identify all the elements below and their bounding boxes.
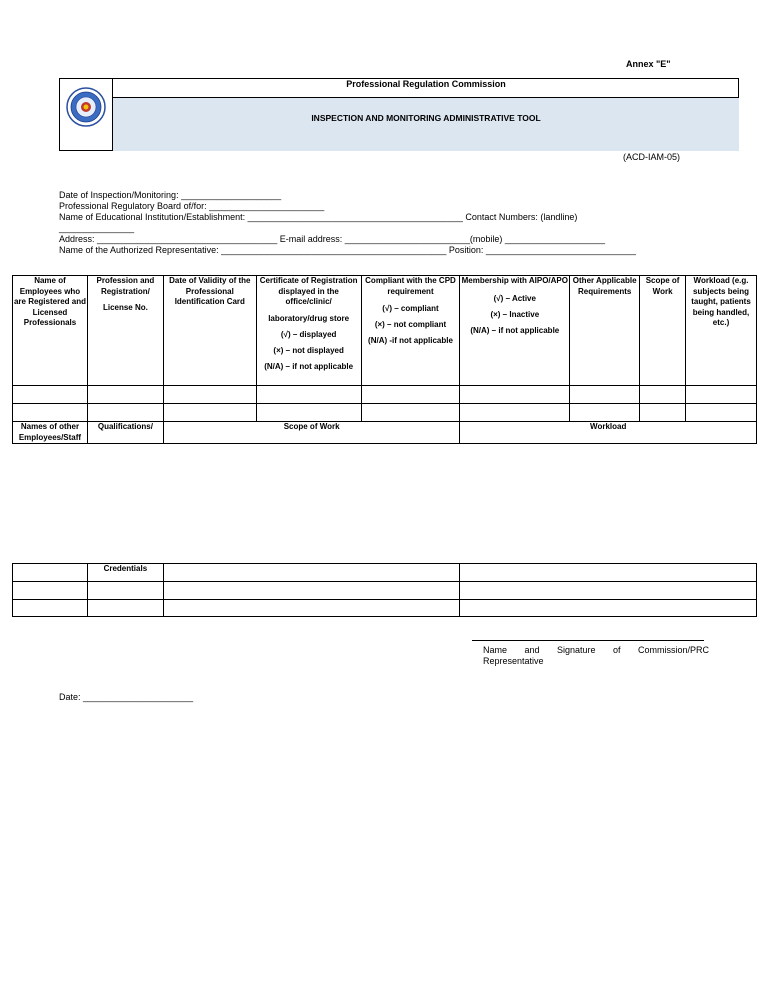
field-date-inspection[interactable]: Date of Inspection/Monitoring: ____________________ (59, 190, 282, 200)
form-title: INSPECTION AND MONITORING ADMINISTRATIVE TOOL (311, 113, 541, 123)
col-header-credentials: Credentials (87, 564, 163, 582)
field-institution[interactable]: Name of Educational Institution/Establishment: ___________________________________________ Contact Numbers: (landline) (59, 212, 578, 222)
col-header-scope: Scope of Work (640, 276, 686, 386)
form-code: (ACD-IAM-05) (623, 152, 681, 162)
table-row[interactable] (13, 582, 757, 600)
annex-label: Annex "E" (626, 59, 671, 69)
title-band (113, 98, 739, 151)
signature-line[interactable] (472, 640, 704, 641)
col-header-cpd: Compliant with the CPD requirement (√) – compliant (×) – not compliant (N/A) -if not applicable (361, 276, 460, 386)
table-row[interactable] (13, 386, 757, 404)
logo-cell (59, 78, 113, 151)
col-header-other: Other Applicable Requirements (570, 276, 640, 386)
field-address[interactable]: Address: ____________________________________ E-mail address: _________________________(mobile) ____________________ (59, 234, 605, 244)
col-header-other-workload: Workload (460, 422, 757, 444)
field-institution-cont[interactable]: _______________ (59, 223, 135, 233)
col-header-workload: Workload (e.g. subjects being taught, patients being handled, etc.) (686, 276, 757, 386)
signature-label: Name and Signature of Commission/PRC Representative (483, 645, 709, 666)
field-date[interactable]: Date: ______________________ (59, 692, 194, 702)
prc-seal-icon (59, 78, 113, 151)
col-header-name: Name of Employees who are Registered and Licensed Professionals (13, 276, 88, 386)
col-header-qualifications: Qualifications/ (87, 422, 163, 444)
col-header-other-staff: Names of other Employees/Staff (13, 422, 88, 444)
col-header-other-scope: Scope of Work (163, 422, 460, 444)
field-board[interactable]: Professional Regulatory Board of/for: _______________________ (59, 201, 325, 211)
staff-table (12, 563, 757, 617)
col-header-aipo: Membership with AIPO/APO (√) – Active (×) – Inactive (N/A) – if not applicable (460, 276, 570, 386)
col-header-certificate: Certificate of Registration displayed in the office/clinic/ laboratory/drug store (√) – displayed (×) – not displayed (N/A) – if not applicable (256, 276, 361, 386)
col-header-validity: Date of Validity of the Professional Identification Card (163, 276, 256, 386)
professionals-table (12, 275, 757, 444)
table-row[interactable] (13, 600, 757, 617)
field-representative[interactable]: Name of the Authorized Representative: _____________________________________________ Position: ______________________________ (59, 245, 637, 255)
col-header-profession: Profession and Registration/ License No. (87, 276, 163, 386)
commission-title: Professional Regulation Commission (113, 78, 739, 98)
table-row[interactable] (13, 404, 757, 422)
